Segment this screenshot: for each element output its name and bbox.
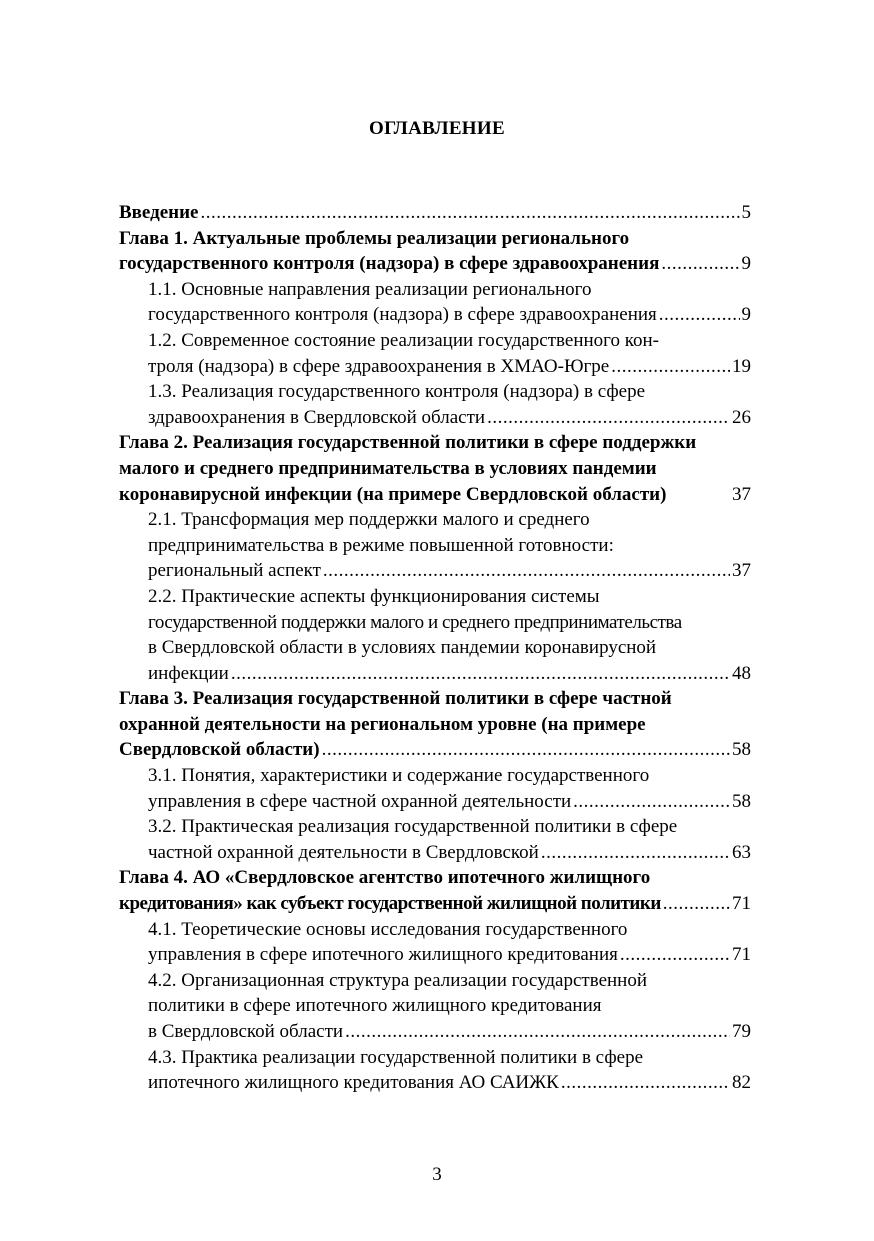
toc-entry-line <box>148 840 751 866</box>
toc-entry-text: 3.1. Понятия, характеристики и содержание государственного <box>148 765 650 787</box>
toc-entry-line <box>148 405 751 431</box>
toc-entry-text: 1.2. Современное состояние реализации государственного кон- <box>148 329 660 351</box>
toc-entry-line <box>148 558 751 584</box>
toc-entry-text: государственной поддержки малого и среднего предпринимательства <box>148 611 682 633</box>
toc-entry-title: частной охранной деятельности в Свердловской <box>148 841 539 863</box>
toc-entry-title: инфекции <box>148 662 229 684</box>
dot-leader <box>663 891 730 917</box>
page-number: 3 <box>432 1164 442 1185</box>
toc-entry-text: 2.1. Трансформация мер поддержки малого и среднего <box>148 509 590 531</box>
toc-entry-text: Глава 3. Реализация государственной политики в сфере частной <box>119 688 672 710</box>
toc-entry-text: 2.2. Практические аспекты функционирования системы <box>148 585 600 607</box>
toc-entry-line <box>119 200 751 226</box>
toc-entry-line <box>148 354 751 380</box>
toc-page-number: 19 <box>732 355 751 377</box>
toc-page-number: 26 <box>732 406 751 428</box>
toc-page-number: 71 <box>732 944 751 966</box>
toc-entry-text: малого и среднего предпринимательства в условиях пандемии <box>119 457 657 479</box>
toc-entry-section-3-2[interactable] <box>119 814 751 865</box>
dot-leader <box>345 1019 730 1045</box>
toc-entry-text: 1.1. Основные направления реализации регионального <box>148 278 592 300</box>
dot-leader <box>487 405 730 431</box>
dot-leader <box>573 789 730 815</box>
page-title: ОГЛАВЛЕНИЕ <box>369 118 505 139</box>
toc-entry-title: троля (надзора) в сфере здравоохранения в ХМАО-Югре <box>148 355 610 377</box>
toc-entry-line <box>119 891 751 917</box>
toc-page-number: 58 <box>732 739 751 761</box>
toc-page-number: 9 <box>741 253 751 275</box>
toc-entry-chapter-4[interactable] <box>119 865 751 916</box>
toc-entry-title: ипотечного жилищного кредитования АО САИЖК <box>148 1072 559 1094</box>
toc-entry-section-2-1[interactable] <box>119 507 751 584</box>
table-of-contents <box>119 200 751 1096</box>
toc-entry-line <box>119 482 751 508</box>
toc-entry-section-4-2[interactable] <box>119 968 751 1045</box>
toc-entry-line <box>148 942 751 968</box>
toc-entry-section-4-3[interactable] <box>119 1045 751 1096</box>
toc-page-number: 58 <box>732 790 751 812</box>
toc-page-number: 37 <box>732 560 751 582</box>
dot-leader <box>659 302 740 328</box>
toc-entry-section-1-2[interactable] <box>119 328 751 379</box>
toc-entry-line <box>148 1070 751 1096</box>
toc-entry-text: в Свердловской области в условиях пандемии коронавирусной <box>148 637 657 659</box>
toc-entry-title: управления в сфере ипотечного жилищного кредитования <box>148 944 618 966</box>
toc-entry-section-1-1[interactable] <box>119 277 751 328</box>
dot-leader <box>541 840 730 866</box>
toc-page-number: 9 <box>741 304 751 326</box>
dot-leader <box>661 251 739 277</box>
toc-entry-line <box>148 1019 751 1045</box>
toc-entry-text: Глава 2. Реализация государственной политики в сфере поддержки <box>119 432 697 454</box>
toc-entry-line <box>148 661 751 687</box>
toc-entry-chapter-2[interactable] <box>119 430 751 507</box>
toc-page-number: 79 <box>732 1021 751 1042</box>
toc-entry-line <box>148 302 751 328</box>
toc-entry-text: 3.2. Практическая реализация государственной политики в сфере <box>148 816 678 838</box>
toc-entry-line <box>119 251 751 277</box>
toc-entry-title: здравоохранения в Свердловской области <box>148 406 486 428</box>
toc-entry-title: государственного контроля (надзора) в сфере здравоохранения <box>119 253 660 275</box>
toc-entry-chapter-3[interactable] <box>119 686 751 763</box>
toc-entry-text: предпринимательства в режиме повышенной готовности: <box>148 534 614 556</box>
toc-entry-section-4-1[interactable] <box>119 917 751 968</box>
toc-entry-title: Введение <box>119 202 199 223</box>
toc-entry-chapter-1[interactable] <box>119 226 751 277</box>
toc-entry-text: Глава 4. АО «Свердловское агентство ипотечного жилищного <box>119 867 651 889</box>
dot-leader <box>561 1070 730 1096</box>
toc-entry-title: Свердловской области) <box>119 739 320 761</box>
toc-entry-text: 4.1. Теоретические основы исследования государственного <box>148 918 628 940</box>
dot-leader <box>620 942 730 968</box>
toc-entry-text: 1.3. Реализация государственного контроля (надзора) в сфере <box>148 381 646 403</box>
toc-entry-title: коронавирусной инфекции (на примере Свердловской области) <box>119 483 667 505</box>
toc-page-number: 82 <box>732 1072 751 1094</box>
toc-entry-title: в Свердловской области <box>148 1021 344 1042</box>
toc-entry-line <box>148 789 751 815</box>
toc-entry-intro[interactable] <box>119 200 751 226</box>
toc-entry-line <box>119 737 751 763</box>
dot-leader <box>322 737 730 763</box>
toc-entry-text: охранной деятельности на региональном уровне (на примере <box>119 713 646 735</box>
dot-leader <box>611 354 730 380</box>
dot-leader <box>201 200 740 226</box>
toc-page-number: 37 <box>732 483 751 505</box>
toc-entry-section-2-2[interactable] <box>119 584 751 686</box>
toc-entry-section-3-1[interactable] <box>119 763 751 814</box>
toc-entry-text: политики в сфере ипотечного жилищного кредитования <box>148 995 602 1017</box>
toc-entry-title: региональный аспект <box>148 560 321 582</box>
toc-page-number: 48 <box>732 662 751 684</box>
toc-page-number: 71 <box>732 893 751 915</box>
dot-leader <box>231 661 730 687</box>
toc-entry-title: государственного контроля (надзора) в сфере здравоохранения <box>148 304 657 326</box>
toc-entry-text: Глава 1. Актуальные проблемы реализации регионального <box>119 227 630 249</box>
toc-page-number: 63 <box>732 841 751 863</box>
toc-entry-title: управления в сфере частной охранной деятельности <box>148 790 572 812</box>
dot-leader <box>323 558 730 584</box>
toc-entry-text: 4.3. Практика реализации государственной политики в сфере <box>148 1046 644 1068</box>
toc-page-number: 5 <box>741 202 751 223</box>
toc-entry-title: кредитования» как субъект государственной жилищной политики <box>119 893 661 915</box>
toc-entry-text: 4.2. Организационная структура реализации государственной <box>148 969 648 991</box>
toc-entry-section-1-3[interactable] <box>119 379 751 430</box>
